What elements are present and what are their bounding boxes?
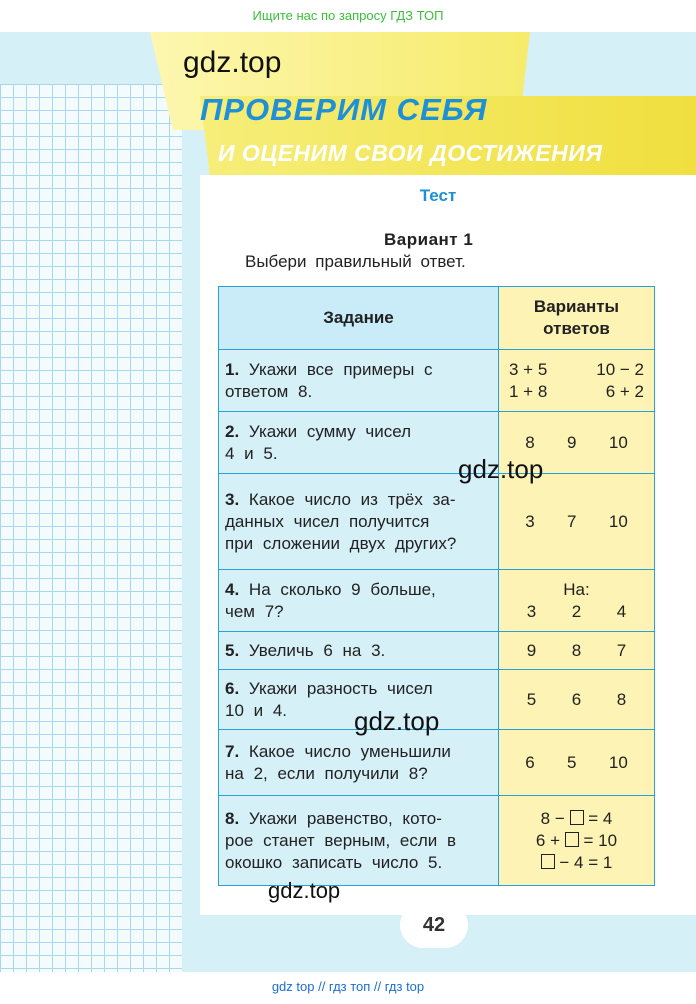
answer-option[interactable]: 8 [525, 432, 535, 452]
watermark: gdz.top [354, 706, 440, 736]
answer-option[interactable]: 6 [571, 689, 582, 709]
table-row [219, 350, 655, 412]
answer-prefix: На: [563, 579, 590, 599]
watermark: gdz.top [183, 46, 282, 79]
page-number: 42 [400, 902, 468, 948]
answer-option[interactable]: 9 [567, 432, 577, 452]
answer-option[interactable]: 3 + 5 [509, 359, 548, 379]
answer-option[interactable]: 10 [608, 752, 628, 772]
answer-option[interactable]: 6 [525, 752, 535, 772]
test-heading: Тест [419, 186, 457, 205]
answer-option[interactable]: 9 [526, 640, 537, 660]
task-cell: 2. Укажи сумму чисел 4 и 5. [219, 412, 499, 474]
quiz-table [218, 286, 655, 886]
table-row [219, 412, 655, 474]
page-title: ПРОВЕРИМ СЕБЯ [200, 92, 488, 127]
answer-option[interactable]: 6 + 2 [605, 381, 644, 401]
answer-option[interactable]: 4 [616, 601, 627, 621]
task-cell: 6. Укажи разность чисел 10 и 4. [219, 670, 499, 730]
answer-option[interactable]: 5 [526, 689, 537, 709]
answer-cell[interactable] [499, 350, 655, 412]
answer-option[interactable]: 8 − = 4 [540, 808, 613, 828]
task-cell: 5. Увеличь 6 на 3. [219, 632, 499, 670]
task-cell: 4. На сколько 9 больше, чем 7? [219, 570, 499, 632]
answer-option[interactable]: 3 [526, 601, 537, 621]
answer-option[interactable]: − 4 = 1 [499, 852, 654, 874]
table-row [219, 570, 655, 632]
table-row [219, 796, 655, 886]
answer-cell[interactable] [499, 570, 655, 632]
task-cell: 7. Какое число уменьшили на 2, если получили 8? [219, 730, 499, 796]
task-cell: 3. Какое число из трёх за- данных чисел получится при сложении двух других? [219, 474, 499, 570]
table-row [219, 730, 655, 796]
bottom-banner[interactable]: gdz top // гдз топ // гдз top [271, 979, 425, 994]
table-row [219, 632, 655, 670]
instruction-text: Выбери правильный ответ. [245, 252, 466, 271]
answer-cell[interactable] [499, 730, 655, 796]
answer-option[interactable]: 5 [567, 752, 577, 772]
variant-heading: Вариант 1 [384, 230, 474, 249]
answer-option[interactable]: 7 [567, 511, 577, 531]
task-cell: 8. Укажи равенство, кото- рое станет верным, если в окошко записать число 5. [219, 796, 499, 886]
answer-option[interactable]: 7 [616, 640, 627, 660]
top-banner[interactable]: Ищите нас по запросу ГДЗ ТОП [252, 8, 444, 23]
answer-option[interactable]: 2 [571, 601, 582, 621]
answer-option[interactable]: 10 [608, 511, 628, 531]
answer-cell[interactable] [499, 796, 655, 886]
grid-paper [0, 84, 182, 972]
table-row [219, 474, 655, 570]
watermark: gdz.top [268, 878, 341, 903]
answer-option[interactable]: 3 [525, 511, 535, 531]
header-task: Задание [219, 287, 499, 350]
blank-box-icon [541, 854, 555, 869]
answer-cell[interactable] [499, 474, 655, 570]
page-subtitle: И ОЦЕНИМ СВОИ ДОСТИЖЕНИЯ [218, 140, 603, 166]
table-header-row [219, 287, 655, 350]
answer-option[interactable]: 1 + 8 [509, 381, 548, 401]
answer-option[interactable]: 10 [608, 432, 628, 452]
watermark: gdz.top [458, 454, 544, 484]
answer-option[interactable]: 6 + = 10 [535, 830, 618, 850]
blank-box-icon [565, 832, 579, 847]
task-cell: 1. Укажи все примеры с ответом 8. [219, 350, 499, 412]
answer-cell[interactable] [499, 632, 655, 670]
answer-option[interactable]: 8 [616, 689, 627, 709]
header-answers: Варианты ответов [499, 287, 655, 350]
answer-option[interactable]: 8 [571, 640, 582, 660]
answer-cell[interactable] [499, 670, 655, 730]
blank-box-icon [570, 810, 584, 825]
answer-option[interactable]: 10 − 2 [596, 359, 644, 379]
